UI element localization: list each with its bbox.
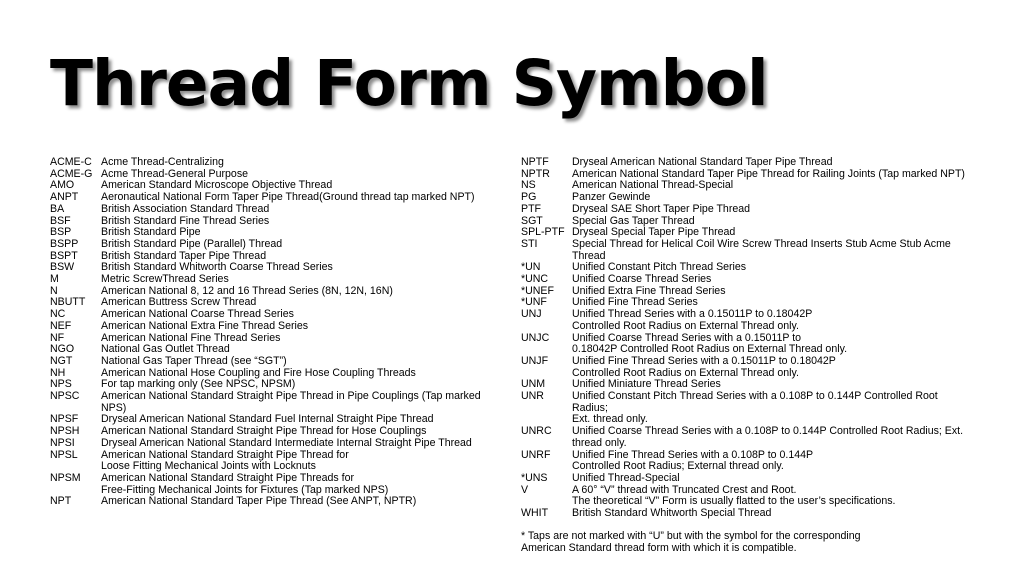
thread-description: American Standard Microscope Objective Thread (101, 179, 333, 192)
thread-description: Dryseal American National Standard Fuel Internal Straight Pipe Thread (101, 413, 434, 426)
thread-symbol: UNJ (521, 308, 542, 321)
thread-description: American National Fine Thread Series (101, 331, 281, 344)
footnote-line: American Standard thread form with which it is compatible. (521, 542, 797, 555)
thread-description: Special Gas Taper Thread (572, 214, 695, 227)
thread-description: Unified Coarse Thread Series with a 0.15011P to (572, 331, 802, 344)
thread-entry (50, 473, 505, 485)
thread-description: American National Standard Taper Pipe Thread for Railing Joints (Tap marked NPT) (572, 167, 965, 180)
thread-description: Dryseal Special Taper Pipe Thread (572, 226, 736, 239)
thread-symbol: NPTF (521, 156, 549, 168)
thread-symbol: ACME-G (50, 167, 93, 180)
thread-symbol: BSPT (50, 249, 78, 262)
thread-symbol: *UNF (521, 296, 547, 309)
thread-description-continued: Controlled Root Radius; External thread only. (572, 460, 784, 473)
thread-description: British Association Standard Thread (101, 202, 270, 215)
thread-description: Acme Thread-General Purpose (101, 167, 249, 180)
thread-entry (50, 391, 505, 414)
thread-symbol: NF (50, 331, 65, 344)
thread-description: Unified Thread-Special (572, 471, 680, 484)
thread-description: British Standard Pipe (101, 226, 201, 239)
thread-symbol: NPT (50, 495, 72, 508)
thread-description: Metric ScrewThread Series (101, 273, 229, 286)
thread-description: Unified Coarse Thread Series with a 0.108P to 0.144P Controlled Root Radius; Ext. thread only. (572, 425, 964, 449)
thread-symbol: UNJF (521, 354, 549, 367)
thread-symbol: ANPT (50, 191, 79, 204)
thread-symbol: SPL-PTF (521, 226, 565, 239)
thread-symbol: NPTR (521, 167, 550, 180)
thread-symbol: STI (521, 237, 538, 250)
thread-symbol: UNM (521, 378, 546, 391)
thread-symbol: AMO (50, 179, 75, 192)
thread-description: Unified Extra Fine Thread Series (572, 284, 726, 297)
thread-symbol: BSP (50, 226, 72, 239)
thread-symbol: NPSI (50, 436, 75, 449)
thread-description: British Standard Pipe (Parallel) Thread (101, 237, 283, 250)
thread-symbol: NPSF (50, 413, 79, 426)
thread-description: Panzer Gewinde (572, 191, 651, 204)
thread-description-continued: Free-Fitting Mechanical Joints for Fixtures (Tap marked NPS) (101, 483, 389, 496)
thread-description: Unified Fine Thread Series (572, 296, 698, 309)
thread-description: Unified Thread Series with a 0.15011P to 0.18042P (572, 308, 813, 321)
thread-description: American National Standard Straight Pipe Thread in Pipe Couplings (Tap marked NPS) (101, 390, 481, 414)
thread-description-continued: Controlled Root Radius on External Thread only. (572, 319, 799, 332)
thread-symbol: *UNEF (521, 284, 554, 297)
thread-symbol: NGT (50, 354, 73, 367)
thread-symbol: SGT (521, 214, 543, 227)
thread-description: For tap marking only (See NPSC, NPSM) (101, 378, 296, 391)
thread-symbol: BSW (50, 261, 75, 274)
thread-description: American National Standard Straight Pipe Threads for (101, 471, 355, 484)
thread-description-continued: Controlled Root Radius on External Thread only. (572, 366, 799, 379)
page-title: Thread Form Symbol (50, 47, 768, 120)
thread-description: American National Thread-Special (572, 179, 734, 192)
thread-symbol: NS (521, 179, 536, 192)
thread-symbol: N (50, 284, 58, 297)
thread-description: American National Standard Straight Pipe Thread for Hose Couplings (101, 425, 427, 438)
thread-description: Unified Fine Thread Series with a 0.15011P to 0.18042P (572, 354, 836, 367)
thread-description: Dryseal American National Standard Taper Pipe Thread (572, 156, 833, 168)
thread-symbol: NEF (50, 319, 72, 332)
thread-symbol: V (521, 483, 529, 496)
thread-symbol: NPSL (50, 448, 78, 461)
thread-symbol: M (50, 273, 59, 286)
thread-symbol: BSF (50, 214, 71, 227)
thread-description: American National Hose Coupling and Fire Hose Coupling Threads (101, 366, 416, 379)
thread-description: British Standard Whitworth Coarse Thread Series (101, 261, 333, 274)
thread-description: Unified Constant Pitch Thread Series with a 0.108P to 0.144P Controlled Root Radius; (572, 390, 938, 414)
footnote (521, 531, 976, 554)
thread-symbol: NH (50, 366, 66, 379)
thread-description: British Standard Taper Pipe Thread (101, 249, 267, 262)
thread-symbol: NPS (50, 378, 72, 391)
thread-symbol: NPSH (50, 425, 80, 438)
thread-description: National Gas Outlet Thread (101, 343, 230, 356)
thread-symbol: NPSC (50, 390, 80, 403)
thread-symbol: *UNC (521, 273, 549, 286)
thread-description: American National Extra Fine Thread Series (101, 319, 309, 332)
thread-symbol: NGO (50, 343, 75, 356)
thread-symbol: UNRC (521, 425, 552, 438)
thread-description: Dryseal SAE Short Taper Pipe Thread (572, 202, 751, 215)
thread-symbol: PG (521, 191, 537, 204)
thread-symbol: PTF (521, 202, 542, 215)
thread-description: British Standard Fine Thread Series (101, 214, 270, 227)
thread-description: National Gas Taper Thread (see “SGT”) (101, 354, 287, 367)
thread-entry (50, 496, 505, 508)
thread-entry (521, 391, 976, 414)
thread-description: American National Coarse Thread Series (101, 308, 294, 321)
thread-description: Unified Coarse Thread Series (572, 273, 712, 286)
thread-symbol: NBUTT (50, 296, 86, 309)
thread-description-continued: Ext. thread only. (572, 413, 648, 426)
thread-description: Dryseal American National Standard Intermediate Internal Straight Pipe Thread (101, 436, 472, 449)
footnote-line: * Taps are not marked with “U” but with the symbol for the corresponding (521, 530, 861, 543)
thread-description-continued: 0.18042P Controlled Root Radius on External Thread only. (572, 343, 848, 356)
thread-entry (521, 508, 976, 520)
thread-description: A 60° “V” thread with Truncated Crest and Root. (572, 483, 797, 496)
thread-symbol: NC (50, 308, 66, 321)
left-column-thread-list (50, 157, 505, 508)
thread-symbol: UNRF (521, 448, 551, 461)
thread-symbol: BA (50, 202, 65, 215)
thread-symbol: BSPP (50, 237, 79, 250)
thread-description: American National Standard Taper Pipe Thread (See ANPT, NPTR) (101, 495, 417, 508)
thread-symbol: UNJC (521, 331, 550, 344)
thread-description: American National Standard Straight Pipe Thread for (101, 448, 349, 461)
thread-symbol: *UNS (521, 471, 548, 484)
thread-description: American National 8, 12 and 16 Thread Series (8N, 12N, 16N) (101, 284, 393, 297)
thread-symbol: *UN (521, 261, 541, 274)
thread-description: Special Thread for Helical Coil Wire Screw Thread Inserts Stub Acme Stub Acme Thread (572, 237, 951, 262)
thread-description-continued: Loose Fitting Mechanical Joints with Locknuts (101, 460, 316, 473)
thread-description: Acme Thread-Centralizing (101, 156, 224, 168)
thread-entry (521, 426, 976, 449)
thread-symbol: WHIT (521, 507, 549, 520)
thread-description: Unified Fine Thread Series with a 0.108P to 0.144P (572, 448, 814, 461)
thread-symbol: ACME-C (50, 156, 92, 168)
thread-description-continued: The theoretical “V” Form is usually flatted to the user’s specifications. (572, 495, 896, 508)
thread-entry (521, 239, 976, 262)
thread-description: American Buttress Screw Thread (101, 296, 257, 309)
right-entries (521, 157, 976, 520)
thread-description: Unified Constant Pitch Thread Series (572, 261, 747, 274)
thread-description: Aeronautical National Form Taper Pipe Thread(Ground thread tap marked NPT) (101, 191, 475, 204)
thread-entry (521, 356, 976, 368)
thread-symbol: UNR (521, 390, 544, 403)
thread-description: British Standard Whitworth Special Thread (572, 507, 772, 520)
right-column-thread-list (521, 157, 976, 555)
thread-symbol: NPSM (50, 471, 81, 484)
thread-description: Unified Miniature Thread Series (572, 378, 721, 391)
